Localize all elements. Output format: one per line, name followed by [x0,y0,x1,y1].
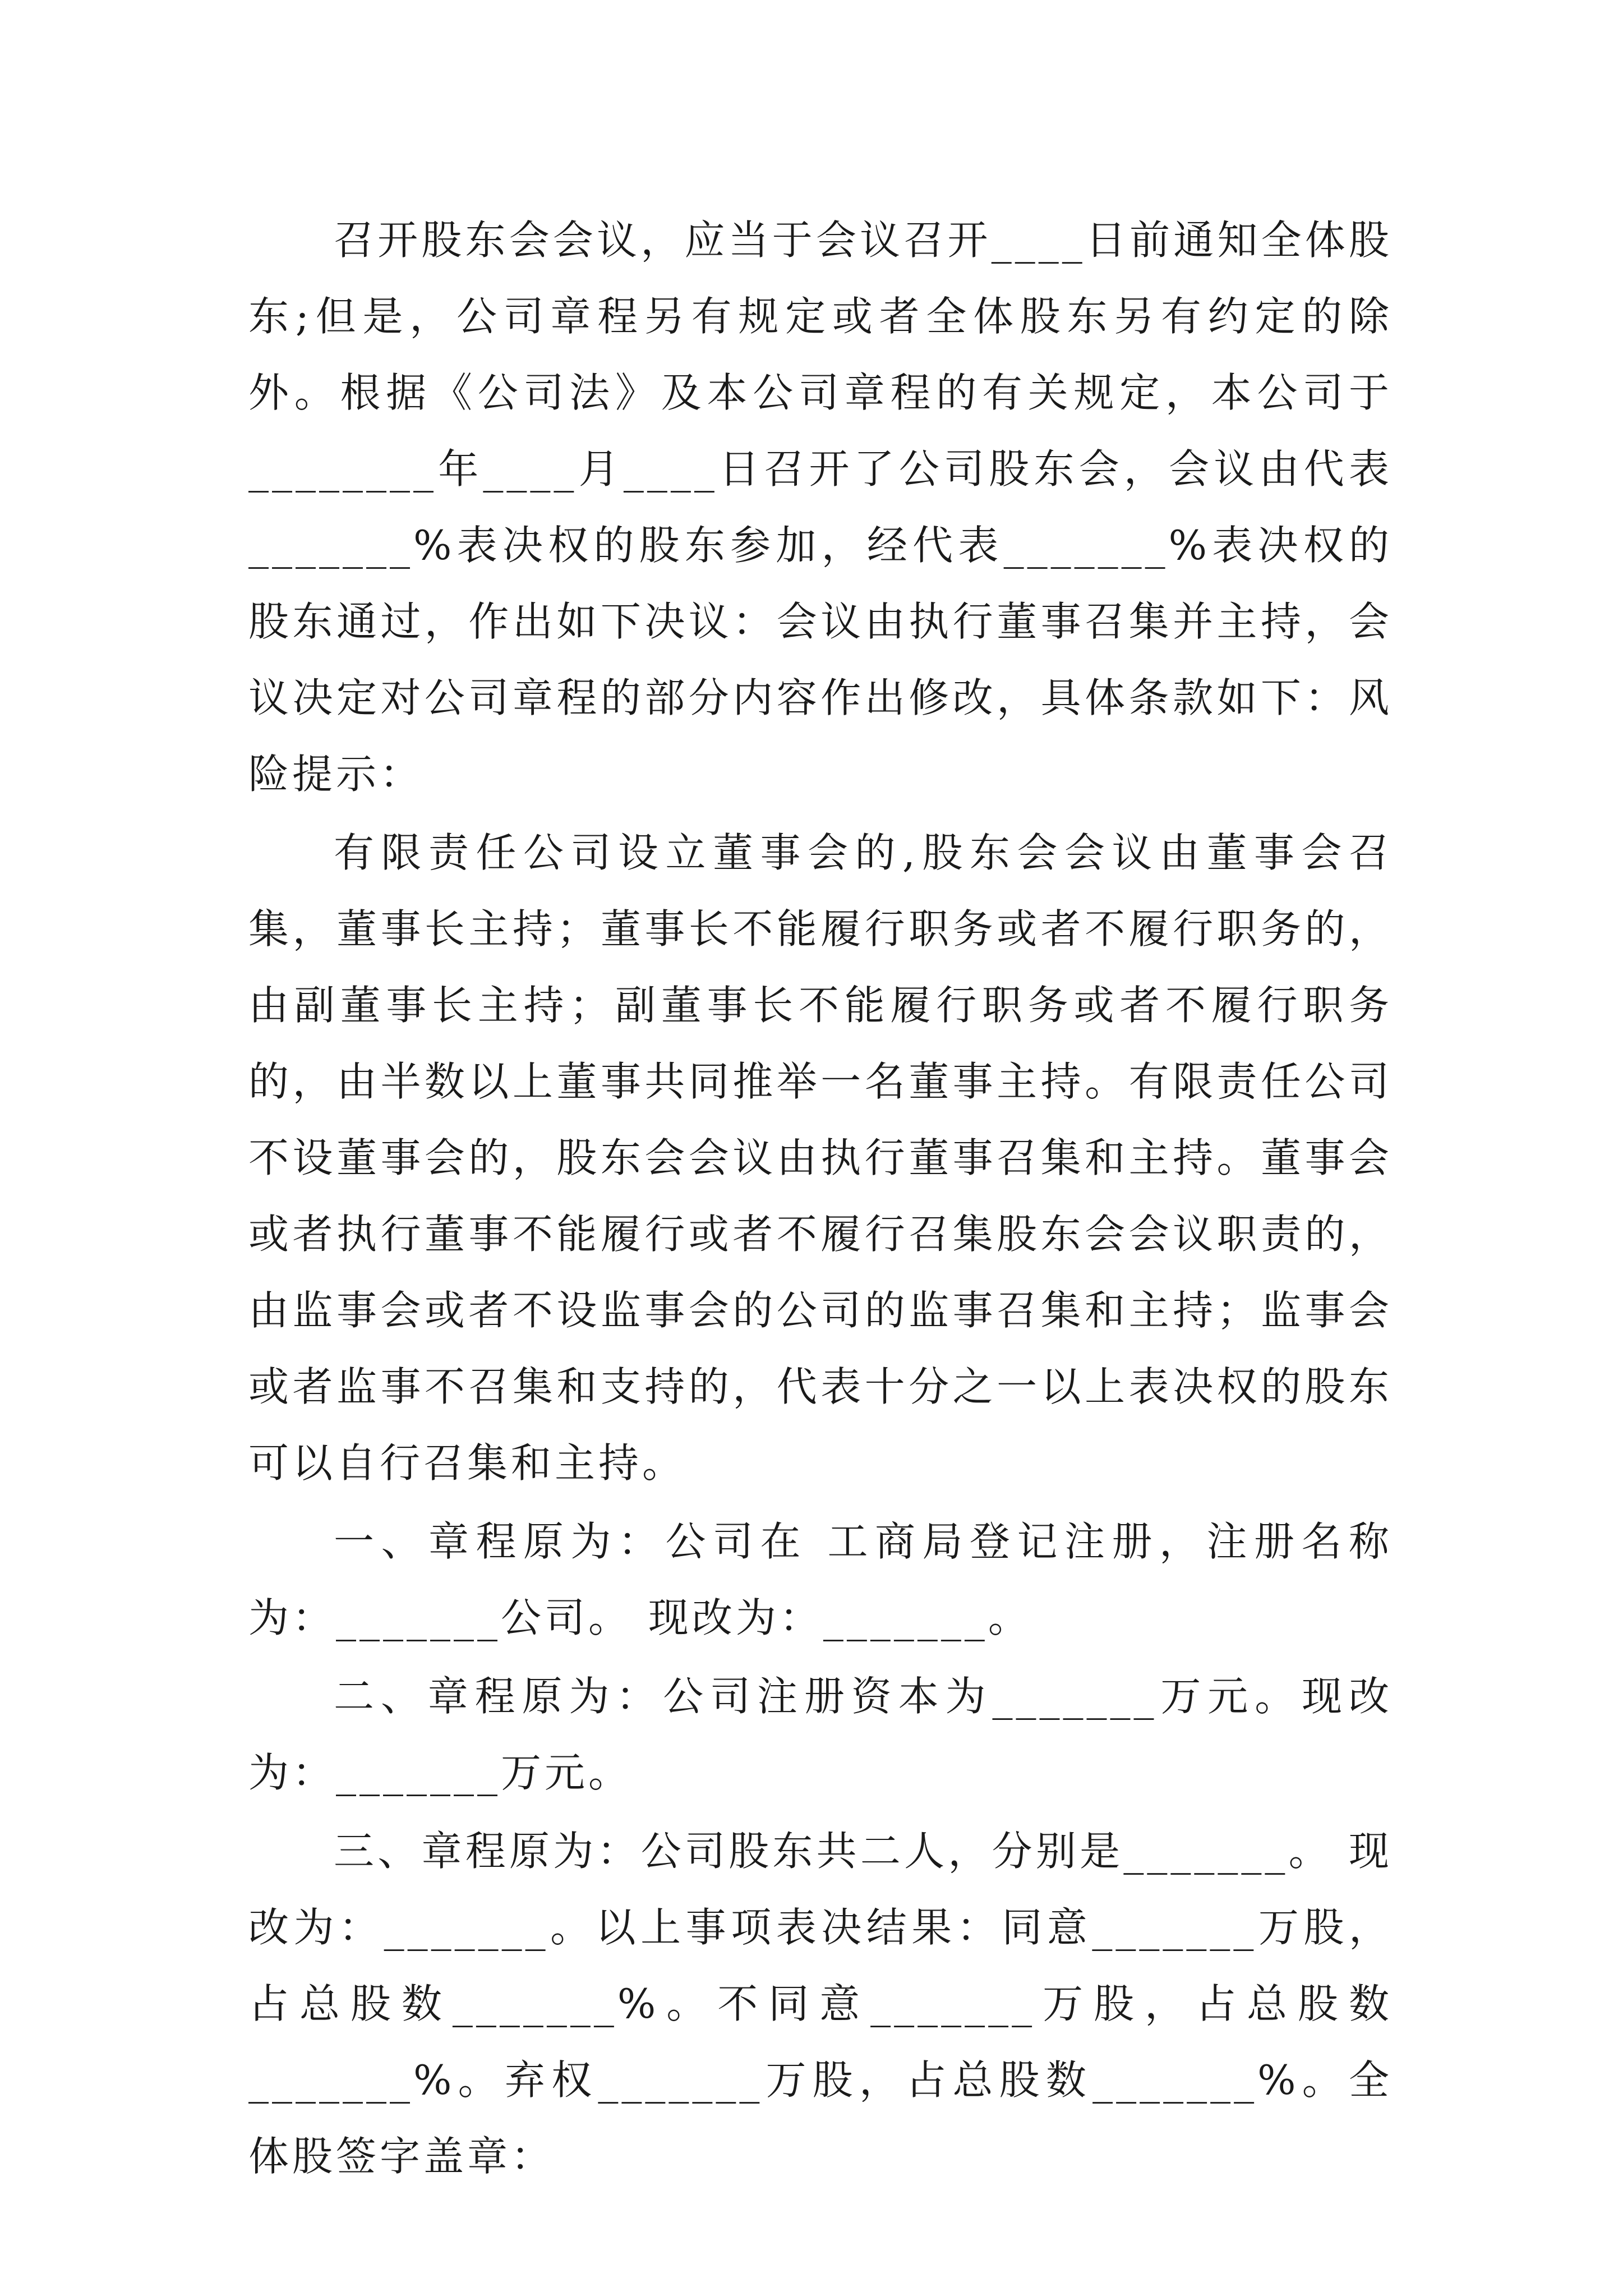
paragraph-amendment-capital: 二、章程原为：公司注册资本为_______万元。现改为：_______万元。 [248,1673,1393,1796]
paragraph-meeting-notice: 召开股东会会议，应当于会议召开____日前通知全体股东;但是，公司章程另有规定或者全体股东另有约定的除外。根据《公司法》及本公司章程的有关规定，本公司于________年____月____日召开了公司股东会，会议由代表_______%表决权的股东参加，经代表_______%表决权的股东通过，作出如下决议：会议由执行董事召集并主持，会议决定对公司章程的部分内容作出修改，具体条款如下：风险提示： [248,217,1393,798]
document-body [248,202,1393,2194]
paragraph-amendment-shareholders: 三、章程原为：公司股东共二人，分别是_______。 现改为：_______。以上事项表决结果：同意_______万股，占总股数_______%。不同意_______万股，占总股数_______%。弃权_______万股，占总股数_______%。全体股签字盖章： [248,1828,1393,2180]
paragraph-amendment-name: 一、章程原为：公司在 工商局登记注册，注册名称为：_______公司。 现改为：_______。 [248,1518,1393,1641]
paragraph-convening-rules: 有限责任公司设立董事会的,股东会会议由董事会召集，董事长主持；董事长不能履行职务或者不履行职务的，由副董事长主持；副董事长不能履行职务或者不履行职务的，由半数以上董事共同推举一名董事主持。有限责任公司不设董事会的，股东会会议由执行董事召集和主持。董事会或者执行董事不能履行或者不履行召集股东会会议职责的，由监事会或者不设监事会的公司的监事召集和主持；监事会或者监事不召集和支持的，代表十分之一以上表决权的股东可以自行召集和主持。 [248,829,1393,1487]
